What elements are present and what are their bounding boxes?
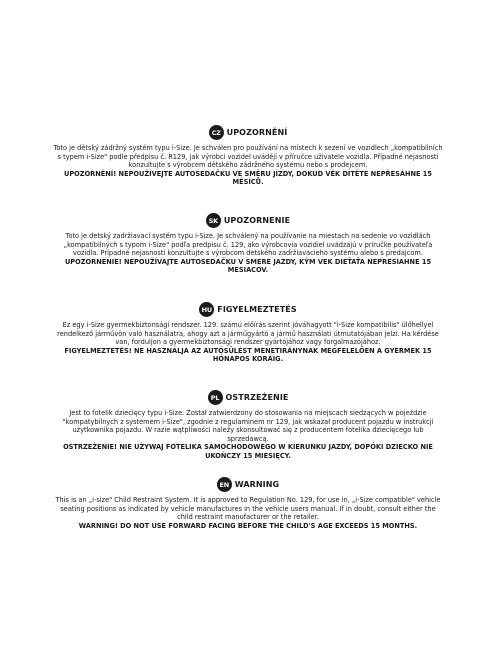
- section-heading: [52, 390, 444, 405]
- language-badge-cz: CZ: [209, 125, 224, 140]
- section-warning: FIGYELMEZTETÉS! NE HASZNÁLJA AZ AUTÓSÜLÉST MENETIRÁNYNAK MEGFELELŐEN A GYERMEK 15 HÓNAPOS KORÁIG.: [64, 346, 432, 364]
- section-body: This is an „i-size" Child Restraint System. It is approved to Regulation No. 129, for use in, „i-Size compatible" vehicle seating positions as indicated by vehicle manufactures in the vehicle users manual. If in doubt, consult either the child restraint manufacturer or the retailer.: [55, 496, 441, 522]
- section-title: UPOZORNĚNÍ: [226, 128, 288, 137]
- section-heading: [52, 477, 444, 492]
- language-badge-en: EN: [217, 477, 232, 492]
- section-heading: [52, 213, 444, 228]
- section-title: OSTRZEŻENIE: [225, 393, 289, 402]
- section-warning: UPOZORNENIE! NEPOUŽÍVAJTE AUTOSEDAČKU V SMERE JAZDY, KÝM VEK DIEŤAŤA NEPRESIAHNE 15 MESIACOV.: [64, 257, 432, 275]
- section-warning: WARNING! DO NOT USE FORWARD FACING BEFORE THE CHILD'S AGE EXCEEDS 15 MONTHS.: [78, 521, 418, 530]
- section-body: Jest to fotelik dziecięcy typu i-Size. Został zatwierdzony do stosowania na miejscach siedzących w pojeździe "kompatybilnych z systemem i-Size", zgodnie z regulaminem nr 129, jak wskazał producent pojazdu w instrukcji użytkownika pojazdu. W razie wątpliwości należy skonsultować się z producentem fotelika dziecięcego lub sprzedawcą.: [62, 409, 434, 443]
- language-badge-pl: PL: [208, 390, 223, 405]
- section-title: UPOZORNENIE: [223, 216, 291, 225]
- section-title: WARNING: [234, 480, 280, 489]
- section-en: [52, 477, 444, 530]
- section-warning: UPOZORNĚNÍ! NEPOUŽÍVEJTE AUTOSEDAČKU VE SMĚRU JÍZDY, DOKUD VĚK DÍTĚTE NEPŘESÁHNE 15 MĚSÍCŮ.: [64, 169, 432, 187]
- section-cz: [52, 125, 444, 187]
- language-badge-sk: SK: [206, 213, 221, 228]
- language-badge-hu: HU: [199, 302, 214, 317]
- section-pl: [52, 390, 444, 461]
- section-heading: [52, 302, 444, 317]
- section-sk: [52, 213, 444, 275]
- section-body: Toto je detský zadržiavací systém typu i-Size. Je schválený na používanie na miestach na sedenie vo vozidlách „kompatibilných s typom i-Size" podľa predpisu č. 129, ako výrobcovia vozidiel uvádzajú v príručke používateľa vozidla. Prípadné nejasnosti konzultujte s výrobcom detského zadržiavacieho systému alebo s predajcom.: [63, 232, 433, 258]
- section-title: FIGYELMEZTETÉS: [217, 305, 297, 314]
- section-body: Toto je dětský zádržný systém typu i-Size. Je schválen pro používání na místech k sezení ve vozidlech „kompatibilních s typem i-Size" podle předpisu č. R129, jak výrobci vozidel uvádějí v příručce uživatele vozidla. Případné nejasnosti konzultujte s výrobcem dětského zádržného systému nebo s prodejcem.: [53, 144, 443, 170]
- section-heading: [52, 125, 444, 140]
- section-hu: [52, 302, 444, 364]
- section-body: Ez egy i-Size gyermekbiztonsági rendszer. 129. számú előírás szerint jóváhagyott "i-Size kompatibilis" ülőhellyel rendelkező járművön való használatra, ahogy azt a járműgyártó a jármű használati útmutatójában jelzi. Ha kérdése van, forduljon a gyermekbiztonsági rendszer gyártójához vagy forgalmazójához.: [57, 321, 439, 347]
- section-warning: OSTRZEŻENIE! NIE UŻYWAJ FOTELIKA SAMOCHODOWEGO W KIERUNKU JAZDY, DOPÓKI DZIECKO NIE UKOŃCZY 15 MIESIĘCY.: [63, 443, 433, 460]
